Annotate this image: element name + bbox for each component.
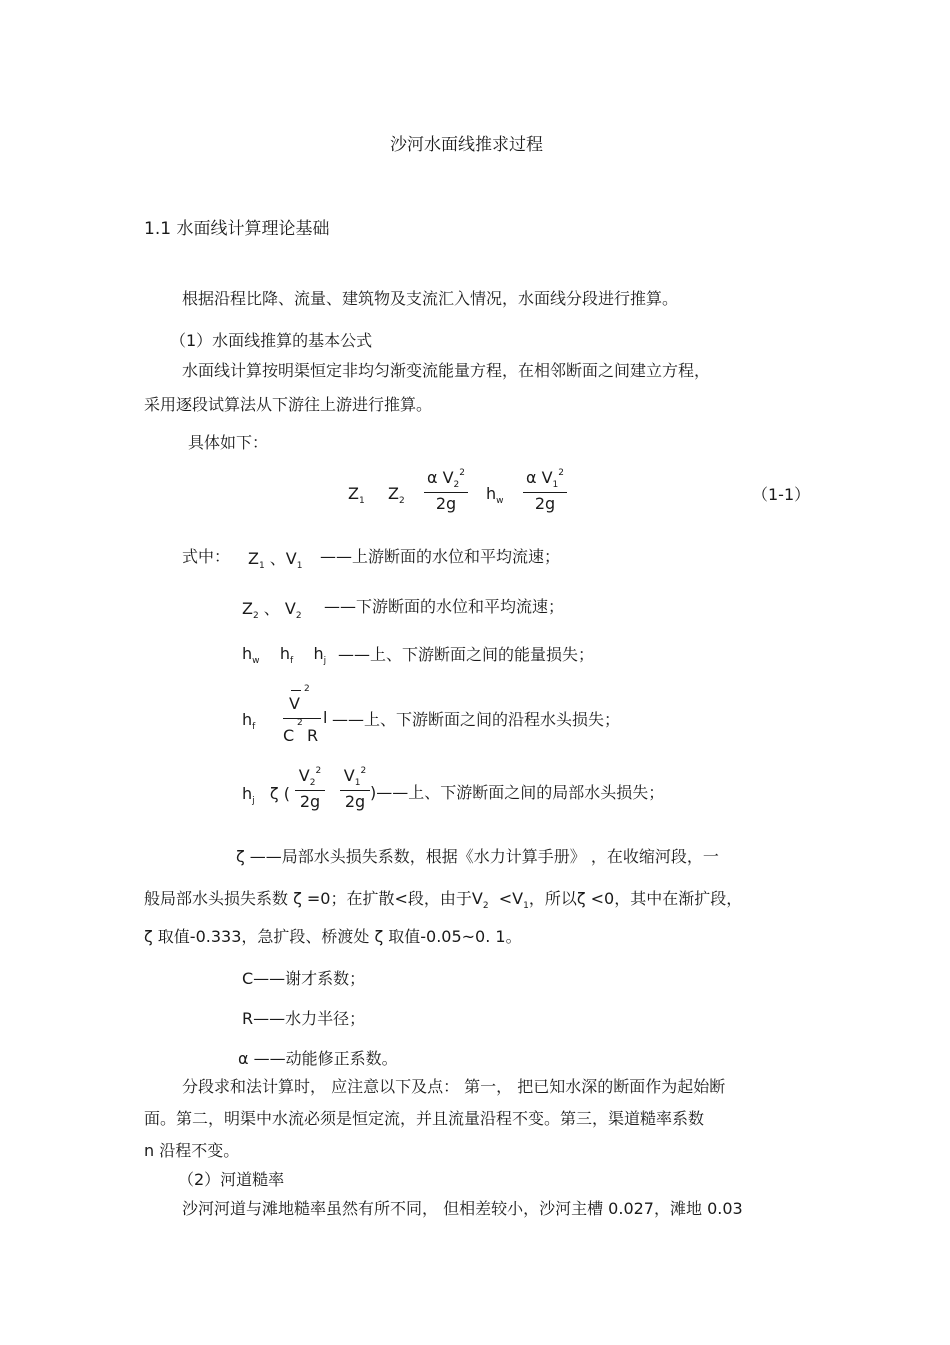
r-definition: R——水力半径； [242,1009,366,1028]
eq-hw: $h_w$ [486,484,504,506]
c-definition: C——谢才系数； [242,969,366,988]
def1-symbols: $Z_1$ 、$V_1$ [248,549,303,571]
def2-symbols: $Z_2$ 、 $V_2$ [242,599,302,621]
def4-text: ——上、下游断面之间的沿程水头损失； [332,710,621,729]
zeta-line1: ζ ——局部水头损失系数，根据《水力计算手册》 ，在收缩河段，一 [236,847,719,866]
def5-hj: $h_j$ ζ ( [242,784,290,806]
page-title: 沙河水面线推求过程 [390,135,543,155]
paragraph-2: 具体如下： [188,433,269,452]
def5-text-body: ——上、下游断面之间的局部水头损失； [376,783,665,802]
eq-z1: $Z_1$ [348,484,365,506]
eq-fraction-v1: α $V_1^2$ 2g [523,468,567,514]
def4-hf: $h_f$ [242,710,256,732]
where-label: 式中： [182,547,231,566]
def2-text: ——下游断面的水位和平均流速； [324,597,565,616]
paragraph-3-line2: 面。第二，明渠中水流必须是恒定流，并且流量沿程不变。第三，渠道糙率系数 [144,1109,705,1128]
def5-text: )——上、下游断面之间的局部水头损失； [370,783,665,802]
item2-heading: （2）河道糙率 [178,1170,285,1189]
paragraph-1-line1: 水面线计算按明渠恒定非均匀渐变流能量方程，在相邻断面之间建立方程， [182,361,711,380]
equation-number: （1-1） [752,485,811,504]
def3-text: ——上、下游断面之间的能量损失； [338,645,595,664]
def5-fraction-v1: $V_1^2$ 2g [340,766,370,812]
zeta-line3: ζ 取值-0.333，急扩段、桥渡处 ζ 取值-0.05~0. 1。 [144,927,522,946]
def3-symbols: $h_w$ $h_f$ $h_j$ [242,644,327,666]
eq-z2: $Z_2$ [388,484,405,506]
paragraph-1-line2: 采用逐段试算法从下游往上游进行推算。 [144,395,433,414]
paragraph-3-line1: 分段求和法计算时， 应注意以下及点： 第一， 把已知水深的断面作为起始断 [182,1077,726,1096]
def1-text: ——上游断面的水位和平均流速； [320,547,561,566]
zeta-line2-part-a: 般局部水头损失系数 ζ =0；在扩散<段，由于 [144,889,472,908]
eq-fraction-v2: α $V_2^2$ 2g [424,468,468,514]
item1-heading: （1）水面线推算的基本公式 [170,331,373,350]
section-heading: 1.1 水面线计算理论基础 [144,219,330,239]
paragraph-3-line3: n 沿程不变。 [144,1141,240,1160]
zeta-line2-part-b: ，所以ζ <0，其中在渐扩段， [528,889,743,908]
intro-paragraph: 根据沿程比降、流量、建筑物及支流汇入情况，水面线分段进行推算。 [182,289,679,308]
def5-fraction-v2: $V_2^2$ 2g [295,766,325,812]
alpha-definition: α ——动能修正系数。 [238,1049,398,1068]
paragraph-4-line1: 沙河河道与滩地糙率虽然有所不同， 但相差较小，沙河主槽 0.027，滩地 0.03 [182,1199,743,1218]
zeta-line2: 般局部水头损失系数 ζ =0；在扩散<段，由于$V_2 <V_1$，所以ζ <0，其中在渐扩段， [144,889,743,911]
